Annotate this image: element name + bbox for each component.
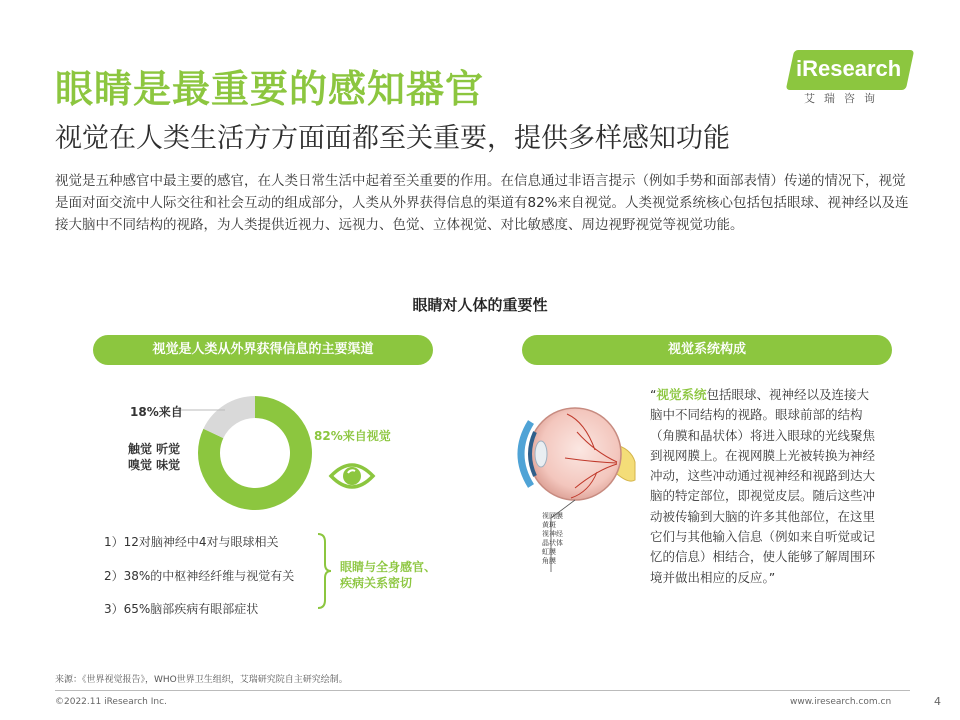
page-subtitle: 视觉在人类生活方方面面都至关重要，提供多样感知功能 <box>55 123 730 154</box>
website-link[interactable]: www.iresearch.com.cn <box>790 697 892 707</box>
right-panel-header: 视觉系统构成 <box>522 335 892 365</box>
eye-label-cornea: 角膜 <box>542 557 556 565</box>
eye-label-retina: 视网膜 <box>542 512 563 520</box>
intro-paragraph: 视觉是五种感官中最主要的感官，在人类日常生活中起着至关重要的作用。在信息通过非语言提示（例如手势和面部表情）传递的情况下，视觉是面对面交流中人际交往和社会互动的组成部分，人类从外界获得信息的渠道有82%来自视觉。人类视觉系统核心包括包括眼球、视神经以及连接大脑中不同结构的视路，为人类提供近视力、远视力、色觉、立体视觉、对比敏感度、周边视野视觉等视觉功能。 <box>55 173 909 233</box>
section-title: 眼睛对人体的重要性 <box>412 296 548 314</box>
footer-divider <box>55 690 910 691</box>
label-other-percent: 18%来自 <box>130 405 183 419</box>
bracket-note-2: 疾病关系密切 <box>340 576 413 590</box>
list-item: 1）12对脑神经中4对与眼球相关 <box>104 535 279 549</box>
logo-subtext: 艾瑞咨询 <box>804 92 884 105</box>
eye-labels <box>542 512 563 566</box>
eye-anatomy-illustration <box>505 392 640 577</box>
quote-open: “ <box>650 387 657 402</box>
lens-shape <box>535 441 547 467</box>
donut-slice-other <box>203 396 255 438</box>
bracket-note-1: 眼睛与全身感官、 <box>340 560 437 574</box>
page-title: 眼睛是最重要的感知器官 <box>55 67 485 111</box>
quote-highlight: 视觉系统 <box>656 387 707 402</box>
list-item: 2）38%的中枢神经纤维与视觉有关 <box>104 569 295 583</box>
page-number: 4 <box>934 695 941 708</box>
eye-label-iris: 虹膜 <box>542 548 556 556</box>
iresearch-logo <box>790 50 920 108</box>
eye-label-lens: 晶状体 <box>542 539 563 547</box>
source-note: 来源：《世界视觉报告》，WHO世界卫生组织，艾瑞研究院自主研究绘制。 <box>55 675 348 685</box>
label-senses-1: 触觉 听觉 <box>128 442 181 456</box>
label-senses-2: 嗅觉 味觉 <box>128 458 181 472</box>
copyright: ©2022.11 iResearch Inc. <box>55 697 167 707</box>
eye-label-optic-nerve: 视神经 <box>542 530 563 538</box>
label-vision-percent: 82%来自视觉 <box>314 429 391 443</box>
bracket <box>316 532 336 610</box>
eye-icon <box>328 458 376 494</box>
vision-system-quote <box>650 385 875 588</box>
list-item: 3）65%脑部疾病有眼部症状 <box>104 602 259 616</box>
left-panel-header: 视觉是人类从外界获得信息的主要渠道 <box>93 335 433 365</box>
quote-body: 包括眼球、视神经以及连接大脑中不同结构的视路。眼球前部的结构（角膜和晶状体）将进入眼球的光线聚焦到视网膜上。在视网膜上光被转换为神经冲动，这些冲动通过视神经和视路到达大脑的特定部位，即视觉皮层。随后这些冲动被传输到大脑的许多其他部位，在这里它们与其他输入信息（例如来自听觉或记忆的信息）相结合，使人能够了解周围环境并做出相应的反应。” <box>650 387 876 585</box>
logo-brand: iResearch <box>796 56 902 81</box>
eye-label-macula: 黄斑 <box>542 521 556 529</box>
